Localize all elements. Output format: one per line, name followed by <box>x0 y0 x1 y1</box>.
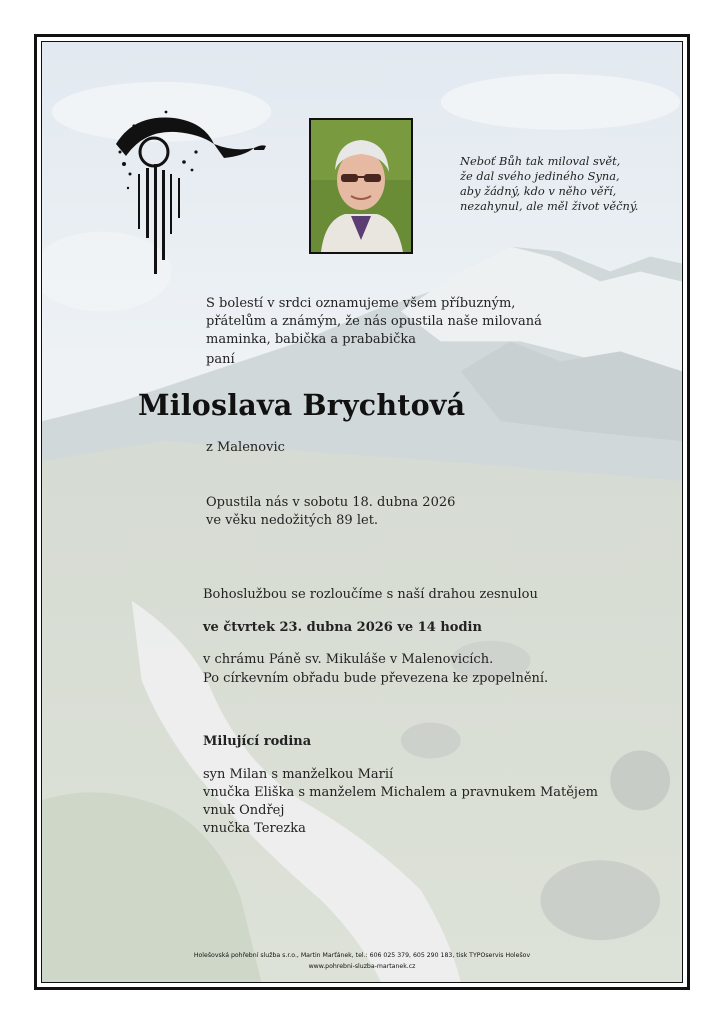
footer-website: www.pohrebni-sluzba-martanek.cz <box>308 963 416 970</box>
intro-line: maminka, babička a prababička <box>206 332 417 347</box>
death-line: ve věku nedožitých 89 let. <box>206 513 379 528</box>
bible-verse <box>460 154 672 214</box>
ceremony-note: Po církevním obřadu bude převezena ke zpopelnění. <box>203 671 549 686</box>
ceremony-datetime: ve čtvrtek 23. dubna 2026 ve 14 hodin <box>203 620 482 635</box>
intro-line: přátelům a známým, že nás opustila naše milovaná <box>206 314 542 329</box>
portrait-image <box>311 120 411 252</box>
funeral-service-footer: Holešovská pohřební služba s.r.o., Martin Marťánek, tel.: 606 025 379, 605 290 183, tisk TYPOservis Holešov <box>193 952 531 959</box>
family-member: vnučka Terezka <box>203 821 306 836</box>
notice-panel <box>41 41 683 983</box>
family-heading: Milující rodina <box>203 734 312 749</box>
verse-line: nezahynul, ale měl život věčný. <box>460 199 639 213</box>
verse-line: Neboť Bůh tak miloval svět, <box>460 154 621 168</box>
honorific-title: paní <box>206 352 235 367</box>
candle-emblem-icon <box>104 104 270 282</box>
family-member: vnučka Eliška s manželem Michalem a pravnukem Matějem <box>203 785 598 800</box>
ceremony-place: v chrámu Páně sv. Mikuláše v Malenovicích. <box>203 652 494 667</box>
intro-line: S bolestí v srdci oznamujeme všem příbuzným, <box>206 296 516 311</box>
family-member: syn Milan s manželkou Marií <box>203 767 394 782</box>
verse-line: že dal svého jediného Syna, <box>460 169 620 183</box>
family-member: vnuk Ondřej <box>203 803 285 818</box>
deceased-origin: z Malenovic <box>206 440 285 455</box>
announcement-intro <box>206 295 542 349</box>
verse-line: aby žádný, kdo v něho věří, <box>460 184 617 198</box>
family-list <box>203 766 598 838</box>
death-line: Opustila nás v sobotu 18. dubna 2026 <box>206 495 456 510</box>
ceremony-intro: Bohoslužbou se rozloučíme s naší drahou zesnulou <box>203 587 538 602</box>
deceased-name: Miloslava Brychtová <box>138 388 466 422</box>
portrait-photo <box>309 118 413 254</box>
death-info <box>206 494 455 530</box>
